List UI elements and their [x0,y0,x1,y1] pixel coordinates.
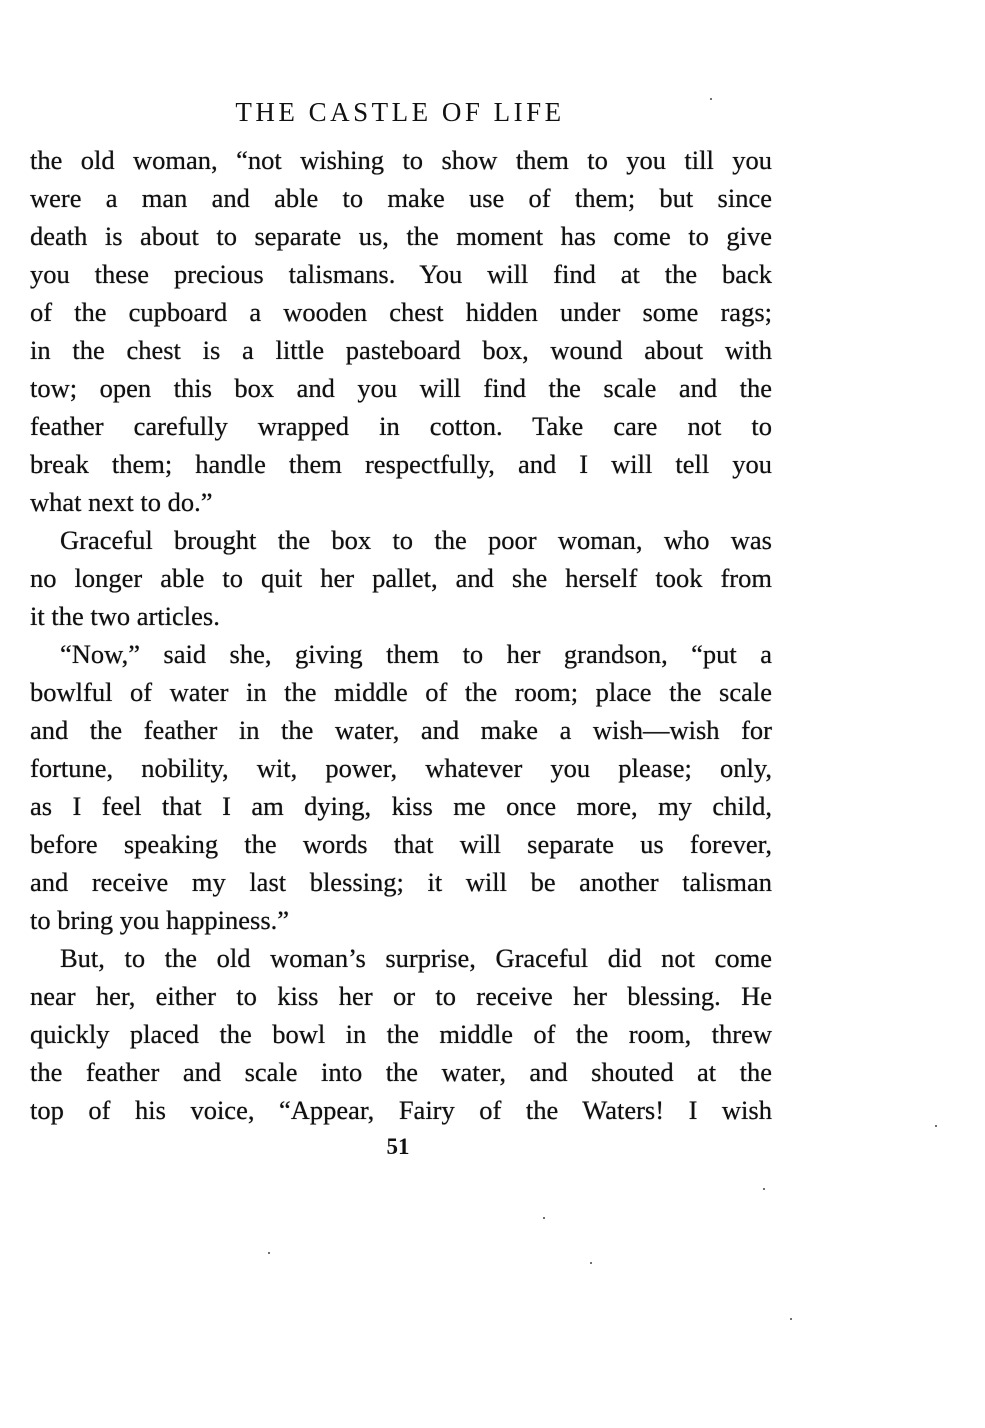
scan-speck [590,1262,592,1264]
running-header: THE CASTLE OF LIFE [235,97,565,127]
text-line: as I feel that I am dying, kiss me once more, my child, [30,791,772,821]
text-line: of the cupboard a wooden chest hidden under some rags; [30,297,772,327]
scan-speck [543,1217,545,1219]
text-line: quickly placed the bowl in the middle of the room, threw [30,1019,772,1049]
scan-speck [710,98,712,100]
scan-speck [763,1188,765,1190]
text-line: what next to do.” [30,487,213,517]
text-line: and the feather in the water, and make a wish—wish for [30,715,772,745]
text-line: to bring you happiness.” [30,905,290,935]
text-line: and receive my last blessing; it will be another talisman [30,867,772,897]
text-line: before speaking the words that will separate us forever, [30,829,772,859]
scan-speck [935,1125,937,1127]
text-line: feather carefully wrapped in cotton. Take care not to [30,411,772,441]
text-line: top of his voice, “Appear, Fairy of the Waters! I wish [30,1095,772,1125]
text-line: But, to the old woman’s surprise, Graceful did not come [60,943,772,973]
text-line: the old woman, “not wishing to show them to you till you [30,145,772,175]
text-line: death is about to separate us, the moment has come to give [30,221,772,251]
text-line: bowlful of water in the middle of the room; place the scale [30,677,772,707]
text-line: tow; open this box and you will find the scale and the [30,373,772,403]
text-line: fortune, nobility, wit, power, whatever you please; only, [30,753,772,783]
text-line: “Now,” said she, giving them to her grandson, “put a [60,639,772,669]
text-line: it the two articles. [30,601,220,631]
text-line: in the chest is a little pasteboard box, wound about with [30,335,772,365]
scan-speck [268,1252,270,1254]
scan-speck [790,1318,792,1320]
text-line: break them; handle them respectfully, and I will tell you [30,449,772,479]
text-line: the feather and scale into the water, and shouted at the [30,1057,772,1087]
text-line: Graceful brought the box to the poor woman, who was [60,525,772,555]
text-line: were a man and able to make use of them; but since [30,183,772,213]
text-line: near her, either to kiss her or to receive her blessing. He [30,981,772,1011]
page-number: 51 [386,1134,410,1159]
text-line: you these precious talismans. You will find at the back [30,259,772,289]
text-line: no longer able to quit her pallet, and she herself took from [30,563,772,593]
